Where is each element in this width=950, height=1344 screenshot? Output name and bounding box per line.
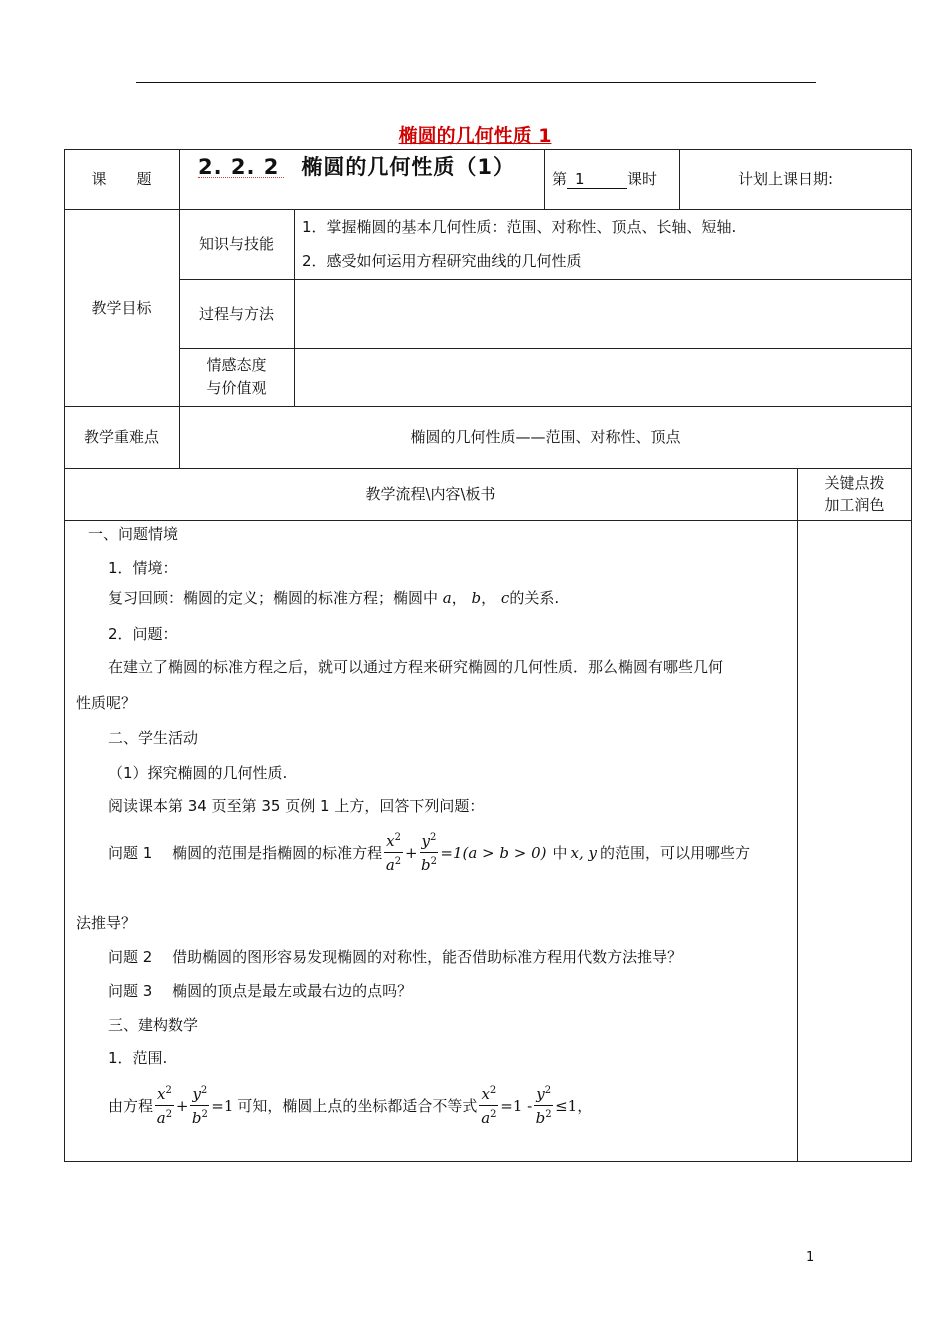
page-number: 1 <box>806 1250 815 1265</box>
notes-header: 关键点拨 加工润色 <box>824 473 885 514</box>
period-number: 1 <box>567 170 627 189</box>
lesson-title: 2. 2. 2 椭圆的几何性质（1） <box>198 155 516 179</box>
fraction-y2-b2: $\frac{y^2}{b^2}$ <box>191 1085 208 1127</box>
review-line: 复习回顾：椭圆的定义；椭圆的标准方程；椭圆中 a， b， c的关系. <box>108 589 560 607</box>
reading-instruction: 阅读课本第 34 页至第 35 页例 1 上方，回答下列问题： <box>108 797 485 815</box>
key-points-text: 椭圆的几何性质——范围、对称性、顶点 <box>410 428 681 446</box>
question-3: 问题 3 椭圆的顶点是最左或最右边的点吗？ <box>108 982 413 1000</box>
fraction-x2-a2: $\frac{x^2}{a^2}$ <box>156 1085 173 1127</box>
question-2: 问题 2 借助椭圆的图形容易发现椭圆的对称性，能否借助标准方程用代数方法推导？ <box>108 948 683 966</box>
fraction-y2-b2: $\frac{y^2}{b^2}$ <box>535 1085 552 1127</box>
section-3-title: 三、建构数学 <box>108 1016 199 1034</box>
knowledge-label: 知识与技能 <box>198 235 274 253</box>
topic-label: 课 题 <box>91 170 152 188</box>
emotion-label: 情感态度 与价值观 <box>206 355 267 397</box>
question-line-2: 性质呢？ <box>76 694 137 712</box>
fraction-x2-a2: $\frac{x^2}{a^2}$ <box>481 1085 497 1127</box>
key-points-label: 教学重难点 <box>83 428 159 446</box>
knowledge-item-2: 2．感受如何运用方程研究曲线的几何性质 <box>302 252 582 270</box>
range-heading: 1．范围. <box>108 1049 168 1067</box>
period-field: 第 1 课时 <box>552 170 658 188</box>
question-line-1: 在建立了椭圆的标准方程之后，就可以通过方程来研究椭圆的几何性质．那么椭圆有哪些几何 <box>108 658 724 676</box>
process-label: 过程与方法 <box>198 304 274 323</box>
range-derivation: 由方程 $\frac{x^2}{a^2}$ + $\frac{y^2}{b^2}$ =1 可知，椭圆上点的坐标都适合不等式 $\frac{x^2}{a^2}$ =1 - $\frac{y^2}{b^2}$ ≤1 ， <box>108 1085 593 1127</box>
question-heading: 2．问题： <box>108 625 178 643</box>
knowledge-item-1: 1．掌握椭圆的基本几何性质：范围、对称性、顶点、长轴、短轴. <box>302 218 737 236</box>
situation-heading: 1．情境： <box>108 559 178 577</box>
plan-date-label: 计划上课日期: <box>738 170 834 188</box>
lesson-number-underline <box>198 177 284 178</box>
question-1-line-2: 法推导？ <box>76 914 137 932</box>
explore-heading: （1）探究椭圆的几何性质. <box>108 764 288 782</box>
fraction-y2-b2: $\frac{y^2}{b^2}$ <box>420 832 437 874</box>
section-1-title: 一、问题情境 <box>88 525 179 543</box>
flow-header: 教学流程\内容\板书 <box>365 485 496 503</box>
section-2-title: 二、学生活动 <box>108 729 199 747</box>
header-rule <box>136 82 816 83</box>
document-title: 椭圆的几何性质 1 <box>398 125 552 147</box>
question-1: 问题 1 椭圆的范围是指椭圆的标准方程 $\frac{x^2}{a^2}$ + $\frac{y^2}{b^2}$ =1(a > b > 0) 中 x, y 的范围，可以用哪些方 <box>108 832 751 874</box>
objectives-label: 教学目标 <box>91 298 152 317</box>
fraction-x2-a2: $\frac{x^2}{a^2}$ <box>385 832 402 874</box>
